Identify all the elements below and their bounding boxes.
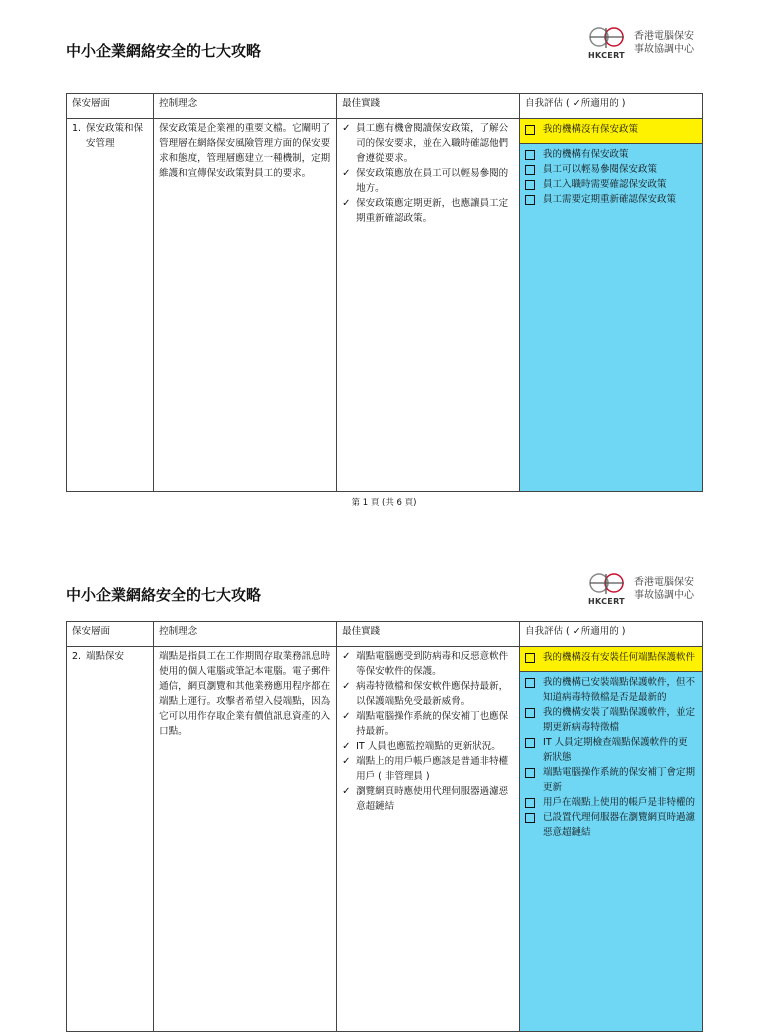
- aspect-name: 端點保安: [86, 651, 125, 662]
- assess-option: 員工可以輕易參閱保安政策: [543, 164, 658, 175]
- header-aspect: 保安層面: [67, 622, 154, 647]
- table-row: [67, 647, 703, 1032]
- concept-cell: 端點是指員工在工作期間存取業務訊息時使用的個人電腦或筆記本電腦。電子郵件通信，網頁瀏覽和其他業務應用程序都在端點上運行。攻擊者希望入侵端點，因為它可以用作存取企業有價值訊息資產的入口點。: [154, 647, 337, 1032]
- header-practice: 最佳實踐: [337, 622, 520, 647]
- check-mark-icon: ✓: [342, 741, 351, 752]
- logo-line2: 事故協調中心: [634, 44, 694, 55]
- header-concept: 控制理念: [154, 94, 337, 119]
- assess-option: 我的機構沒有保安政策: [543, 124, 639, 135]
- practice-cell: [337, 647, 520, 1032]
- document-title: 中小企業網絡安全的七大攻略: [66, 42, 262, 60]
- checkbox-icon[interactable]: [525, 768, 535, 778]
- checkbox-icon[interactable]: [525, 813, 535, 823]
- assess-option: 我的機構已安裝端點保護軟件，但不知道病毒特徵檔是否是最新的: [543, 677, 696, 703]
- checkbox-icon[interactable]: [525, 195, 535, 205]
- practice-item: ✓ 端點上的用戶帳戶應該是普通非特權用戶 ( 非管理員 ): [342, 756, 509, 782]
- check-mark-icon: ✓: [342, 123, 351, 134]
- assess-cell: [520, 647, 703, 1032]
- practice-item: ✓ IT 人員也應監控端點的更新狀況。: [342, 741, 501, 752]
- check-mark-icon: ✓: [342, 168, 351, 179]
- checkbox-icon[interactable]: [525, 180, 535, 190]
- hkcert-logo-icon: [588, 26, 628, 50]
- aspect-cell: [67, 647, 154, 1032]
- assess-option: 端點電腦操作系統的保安補丁會定期更新: [543, 767, 696, 793]
- assess-highlight: [520, 647, 702, 672]
- assess-option: 員工需要定期重新確認保安政策: [543, 194, 677, 205]
- practice-item: ✓ 端點電腦操作系統的保安補丁也應保持最新。: [342, 711, 509, 737]
- header-practice: 最佳實踐: [337, 94, 520, 119]
- assess-option: IT 人員定期檢查端點保護軟件的更新狀態: [543, 737, 688, 763]
- logo-line2: 事故協調中心: [634, 590, 694, 601]
- strategy-table-1: [66, 93, 703, 492]
- aspect-number: 1.: [72, 123, 82, 134]
- assess-option: 用戶在端點上使用的帳戶是非特權的: [543, 797, 696, 808]
- table-header-row: [67, 622, 703, 647]
- practice-item: ✓ 保安政策應定期更新，也應讓員工定期重新確認政策。: [342, 198, 509, 224]
- logo-abbr: HKCERT: [588, 51, 625, 60]
- aspect-number: 2.: [72, 651, 82, 662]
- practice-item: ✓ 保安政策應放在員工可以輕易參閱的地方。: [342, 168, 509, 194]
- header-concept: 控制理念: [154, 622, 337, 647]
- document-title: 中小企業網絡安全的七大攻略: [66, 586, 262, 604]
- assess-options: [520, 672, 702, 843]
- assess-option: 員工入職時需要確認保安政策: [543, 179, 667, 190]
- aspect-cell: [67, 119, 154, 492]
- aspect-name: 保安政策和保安管理: [86, 123, 144, 149]
- assess-option: 我的機構有保安政策: [543, 149, 629, 160]
- assess-option: 我的機構安裝了端點保護軟件，並定期更新病毒特徵檔: [543, 707, 696, 733]
- checkbox-icon[interactable]: [525, 653, 535, 663]
- practice-item: ✓ 員工應有機會閱讀保安政策，了解公司的保安要求，並在入職時確認他們會遵從要求。: [342, 123, 509, 164]
- checkbox-icon[interactable]: [525, 165, 535, 175]
- logo-text: [634, 30, 694, 56]
- assess-option: 已設置代理伺服器在瀏覽網頁時過濾惡意超鏈結: [543, 812, 696, 838]
- checkbox-icon[interactable]: [525, 125, 535, 135]
- table-row: [67, 119, 703, 492]
- assess-highlight: [520, 119, 702, 144]
- header-aspect: 保安層面: [67, 94, 154, 119]
- check-mark-icon: ✓: [342, 681, 351, 692]
- assess-option: 我的機構沒有安裝任何端點保護軟件: [543, 652, 696, 663]
- practice-item: ✓ 端點電腦應受到防病毒和反惡意軟件等保安軟件的保護。: [342, 651, 509, 677]
- logo-line1: 香港電腦保安: [634, 31, 694, 42]
- header-assess: 自我評估 ( ✓所適用的 ): [520, 622, 703, 647]
- assess-options: [520, 144, 702, 210]
- checkbox-icon[interactable]: [525, 738, 535, 748]
- logo-line1: 香港電腦保安: [634, 577, 694, 588]
- checkbox-icon[interactable]: [525, 708, 535, 718]
- checkbox-icon[interactable]: [525, 150, 535, 160]
- page-number: 第 1 頁 (共 6 頁): [351, 498, 417, 508]
- logo-abbr: HKCERT: [588, 597, 625, 606]
- hkcert-logo-icon: [588, 572, 628, 596]
- check-mark-icon: ✓: [342, 786, 351, 797]
- check-mark-icon: ✓: [342, 756, 351, 767]
- strategy-table-2: [66, 621, 703, 1032]
- check-mark-icon: ✓: [342, 198, 351, 209]
- practice-item: ✓ 病毒特徵檔和保安軟件應保持最新，以保護端點免受最新威脅。: [342, 681, 509, 707]
- assess-cell: [520, 119, 703, 492]
- practice-item: ✓ 瀏覽網頁時應使用代理伺服器過濾惡意超鏈結: [342, 786, 509, 812]
- practice-cell: [337, 119, 520, 492]
- checkbox-icon[interactable]: [525, 798, 535, 808]
- table-header-row: [67, 94, 703, 119]
- checkbox-icon[interactable]: [525, 678, 535, 688]
- check-mark-icon: ✓: [342, 651, 351, 662]
- hkcert-logo: [588, 572, 708, 608]
- concept-cell: 保安政策是企業裡的重要文檔。它闡明了管理層在網絡保安風險管理方面的保安要求和態度，管理層應建立一種機制，定期維護和宣傳保安政策對員工的要求。: [154, 119, 337, 492]
- check-mark-icon: ✓: [342, 711, 351, 722]
- logo-text: [634, 576, 694, 602]
- hkcert-logo: [588, 26, 708, 62]
- header-assess: 自我評估 ( ✓所適用的 ): [520, 94, 703, 119]
